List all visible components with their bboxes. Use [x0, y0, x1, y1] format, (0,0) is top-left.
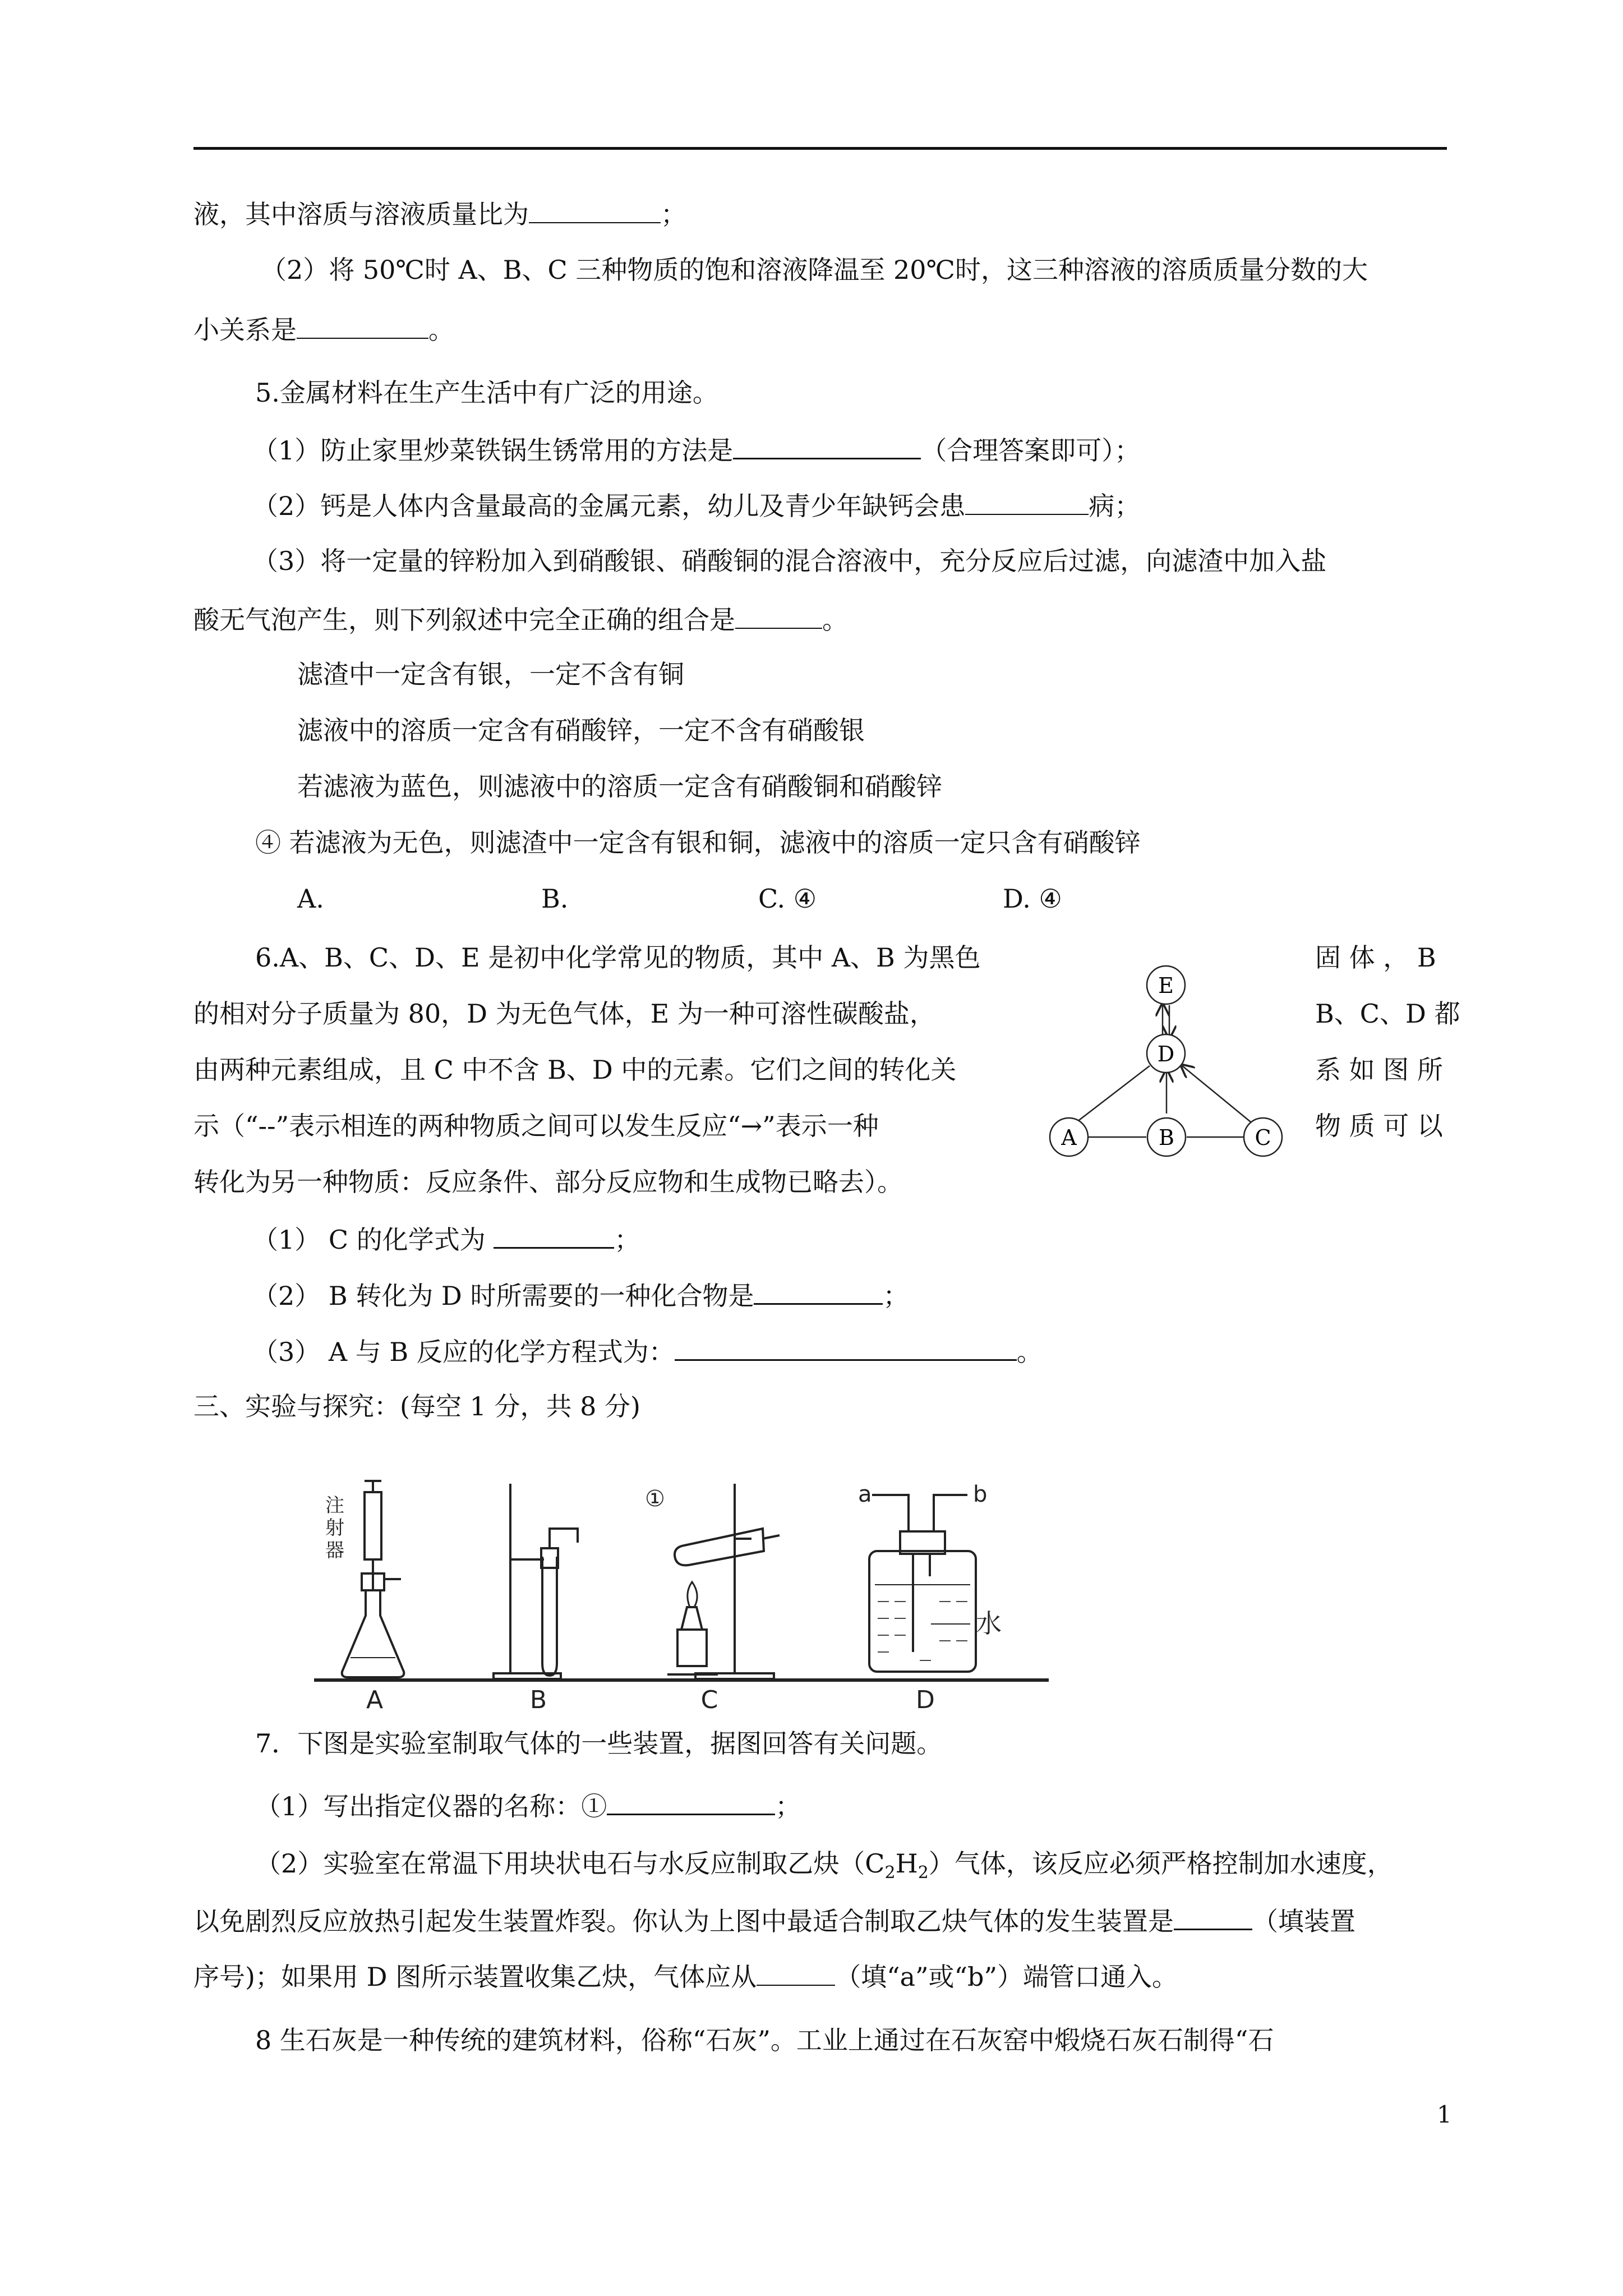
q7-sub2-line3: 序号)；如果用 D 图所示装置收集乙炔，气体应从 （填“a”或“b”）端管口通入。: [193, 1959, 1178, 1994]
answer-blank[interactable]: [675, 1333, 1017, 1361]
syringe-label-2: 射: [325, 1517, 344, 1539]
syringe-label-1: 注: [325, 1494, 344, 1517]
q5-title: 5.金属材料在生产生活中有广泛的用途。: [255, 378, 718, 408]
q4-sub2-line2: 小关系是 。: [193, 312, 454, 347]
lab-apparatus-figure: [303, 1473, 1054, 1714]
apparatus-label-c: C: [700, 1686, 718, 1714]
q6-line5: 转化为另一种物质：反应条件、部分反应物和生成物已略去）。: [193, 1167, 903, 1197]
q7-sub2-line2: 以免剧烈反应放热引起发生装置炸裂。你认为上图中最适合制取乙炔气体的发生装置是 （填装置: [193, 1903, 1355, 1938]
node-a: [1050, 1118, 1088, 1156]
apparatus-label-b: B: [529, 1686, 547, 1714]
apparatus-a-flask-syringe: [342, 1481, 404, 1677]
node-b: [1147, 1118, 1186, 1156]
apparatus-d-bottle: [869, 1495, 976, 1672]
q8-line1: 8 生石灰是一种传统的建筑材料，俗称“石灰”。工业上通过在石灰窑中煅烧石灰石制得“石: [255, 2025, 1274, 2055]
q6-sub1: （1） C 的化学式为 ；: [252, 1221, 640, 1257]
apparatus-label-a: A: [366, 1686, 384, 1714]
svg-text:E: E: [1158, 973, 1174, 998]
svg-text:A: A: [1061, 1125, 1077, 1150]
q6-right2: B、C、D 都: [1315, 999, 1460, 1029]
q5-statement-4: ④ 若滤液为无色，则滤渣中一定含有银和铜，滤液中的溶质一定只含有硝酸锌: [255, 827, 1141, 858]
apparatus-c-heated-tube: [667, 1484, 780, 1679]
water-label: 水: [976, 1608, 1002, 1639]
q5-statement-1: 滤渣中一定含有银，一定不含有铜: [297, 659, 684, 689]
answer-blank[interactable]: [754, 1277, 883, 1305]
q5-statement-2: 滤液中的溶质一定含有硝酸锌，一定不含有硝酸银: [297, 715, 865, 746]
instrument-marker-1: ①: [645, 1486, 665, 1512]
answer-blank[interactable]: [757, 1959, 835, 1986]
q6-sub2: （2） B 转化为 D 时所需要的一种化合物是 ；: [252, 1277, 909, 1313]
q5-option-c[interactable]: C. ④: [758, 884, 817, 914]
q7-sub2-line1: （2）实验室在常温下用块状电石与水反应制取乙炔$(C_2H_2)$气体，该反应必须严格控制加水速度，: [255, 1848, 1393, 1883]
q5-sub2: （2）钙是人体内含量最高的金属元素，幼儿及青少年缺钙会患 病；: [252, 488, 1140, 523]
answer-blank[interactable]: [965, 488, 1089, 515]
arrow-c-to-d: [1182, 1066, 1251, 1122]
q5-sub3-line2: 酸无气泡产生，则下列叙述中完全正确的组合是 。: [193, 602, 848, 637]
q5-sub3-line1: （3）将一定量的锌粉加入到硝酸银、硝酸铜的混合溶液中，充分反应后过滤，向滤渣中加入盐: [252, 546, 1327, 576]
port-b-label: b: [973, 1481, 988, 1507]
q5-sub1: （1）防止家里炒菜铁锅生锈常用的方法是 （合理答案即可）；: [252, 432, 1140, 467]
svg-text:B: B: [1159, 1125, 1174, 1150]
q6-line4: 示（“--”表示相连的两种物质之间可以发生反应“→”表示一种: [193, 1111, 879, 1141]
answer-blank[interactable]: [529, 196, 661, 223]
q7-title: 7．下图是实验室制取气体的一些装置，据图回答有关问题。: [255, 1728, 943, 1759]
q5-option-b[interactable]: B.: [541, 884, 569, 914]
svg-text:C: C: [1255, 1125, 1271, 1150]
header-rule: [193, 147, 1447, 150]
q7-sub1: （1）写出指定仪器的名称：① ；: [255, 1788, 801, 1823]
svg-text:D: D: [1157, 1042, 1175, 1066]
q6-right3: 系 如 图 所: [1315, 1055, 1443, 1085]
q5-statement-3: 若滤液为蓝色，则滤液中的溶质一定含有硝酸铜和硝酸锌: [297, 771, 942, 802]
q6-relation-diagram: [1043, 954, 1290, 1178]
answer-blank[interactable]: [733, 432, 921, 459]
syringe-label-3: 器: [325, 1539, 344, 1562]
q4-line1: 液，其中溶质与溶液质量比为 ；: [193, 196, 686, 231]
port-a-label: a: [858, 1481, 872, 1507]
apparatus-b-test-tube: [494, 1484, 578, 1679]
answer-blank[interactable]: [494, 1221, 614, 1249]
answer-blank[interactable]: [297, 312, 428, 339]
q6-right1: 固 体 ， B: [1315, 942, 1436, 973]
node-d: [1147, 1034, 1185, 1073]
q6-right4: 物 质 可 以: [1315, 1111, 1443, 1141]
node-c: [1244, 1118, 1282, 1156]
q6-line2: 的相对分子质量为 80，D 为无色气体，E 为一种可溶性碳酸盐，: [193, 999, 935, 1029]
q5-option-d[interactable]: D. ④: [1003, 884, 1062, 914]
q5-option-a[interactable]: A.: [297, 884, 324, 914]
answer-blank[interactable]: [1174, 1903, 1252, 1930]
node-e: [1147, 966, 1185, 1004]
q6-sub3: （3） A 与 B 反应的化学方程式为： 。: [252, 1333, 1043, 1369]
line-a-d: [1077, 1066, 1150, 1122]
section3-title: 三、实验与探究：(每空 1 分，共 8 分): [193, 1391, 640, 1421]
page-number: 1: [1437, 2101, 1452, 2128]
q6-line1: 6.A、B、C、D、E 是初中化学常见的物质，其中 A、B 为黑色: [255, 942, 981, 973]
q4-sub2-line1: （2）将 50℃时 A、B、C 三种物质的饱和溶液降温至 20℃时，这三种溶液的溶质质量分数的大: [261, 255, 1368, 285]
apparatus-label-d: D: [916, 1686, 935, 1714]
answer-blank[interactable]: [735, 602, 822, 629]
water-surface-dashes: [878, 1602, 967, 1660]
answer-blank[interactable]: [607, 1788, 775, 1815]
q6-line3: 由两种元素组成，且 C 中不含 B、D 中的元素。它们之间的转化关: [193, 1055, 957, 1085]
